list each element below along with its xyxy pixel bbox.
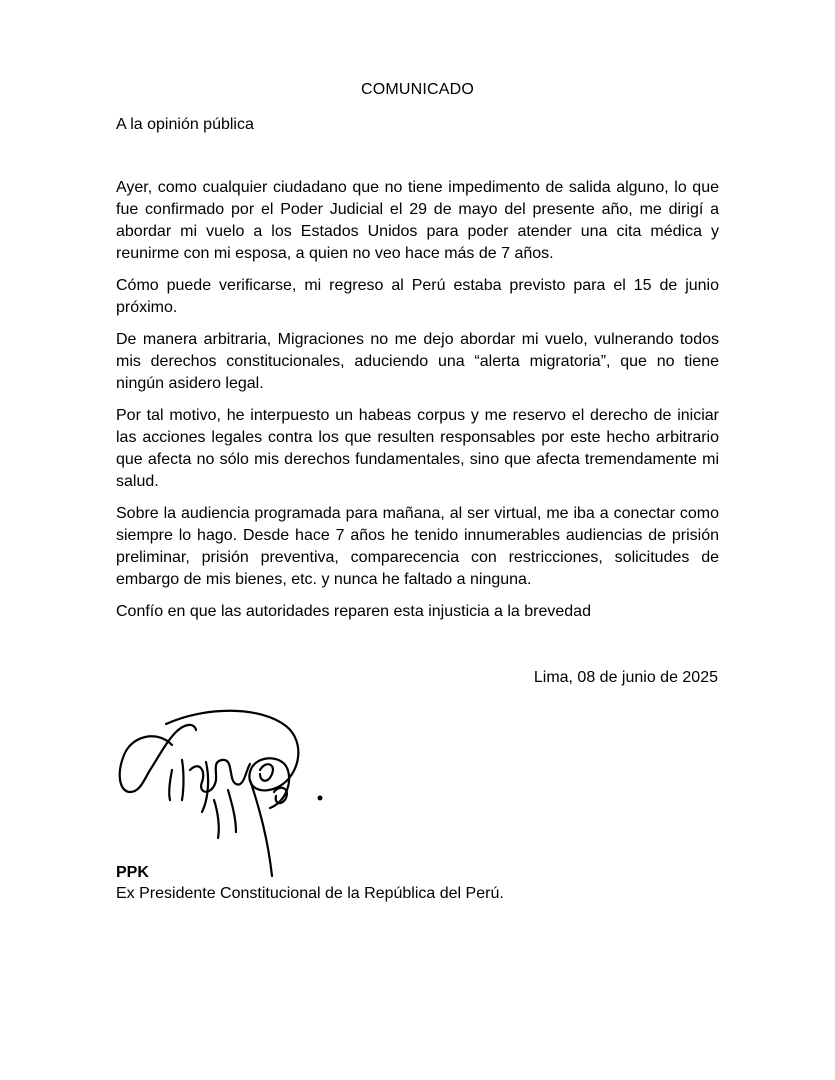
salutation: A la opinión pública	[116, 116, 254, 133]
date-line: Lima, 08 de junio de 2025	[533, 669, 718, 686]
document-title: COMUNICADO	[360, 81, 475, 98]
paragraph: De manera arbitraria, Migraciones no me dejo abordar mi vuelo, vulnerando todos mis derechos constitucionales, aduciendo una “alerta migratoria”, que no tiene ningún asidero legal.	[116, 331, 719, 392]
signer-title: Ex Presidente Constitucional de la República del Perú.	[116, 885, 504, 902]
paragraph: Cómo puede verificarse, mi regreso al Perú estaba previsto para el 15 de junio próximo.	[116, 277, 719, 316]
handwritten-signature	[110, 700, 340, 890]
paragraph: Por tal motivo, he interpuesto un habeas corpus y me reservo el derecho de iniciar las acciones legales contra los que resulten responsables por este hecho arbitrario que afecta no sólo mis derechos fundamentales, sino que afecta tremendamente mi salud.	[116, 407, 719, 490]
paragraph: Sobre la audiencia programada para mañana, al ser virtual, me iba a conectar como siempre lo hago. Desde hace 7 años he tenido innumerables audiencias de prisión preliminar, prisión preventiva, comparecencia con restricciones, solicitudes de embargo de mis bienes, etc. y nunca he faltado a ninguna.	[116, 505, 719, 588]
paragraph: Ayer, como cualquier ciudadano que no tiene impedimento de salida alguno, lo que fue confirmado por el Poder Judicial el 29 de mayo del presente año, me dirigí a abordar mi vuelo a los Estados Unidos para poder atender una cita médica y reunirme con mi esposa, a quien no veo hace más de 7 años.	[116, 179, 719, 262]
document-body	[116, 177, 719, 633]
signer-name: PPK	[116, 864, 149, 881]
paragraph: Confío en que las autoridades reparen esta injusticia a la brevedad	[116, 603, 591, 620]
